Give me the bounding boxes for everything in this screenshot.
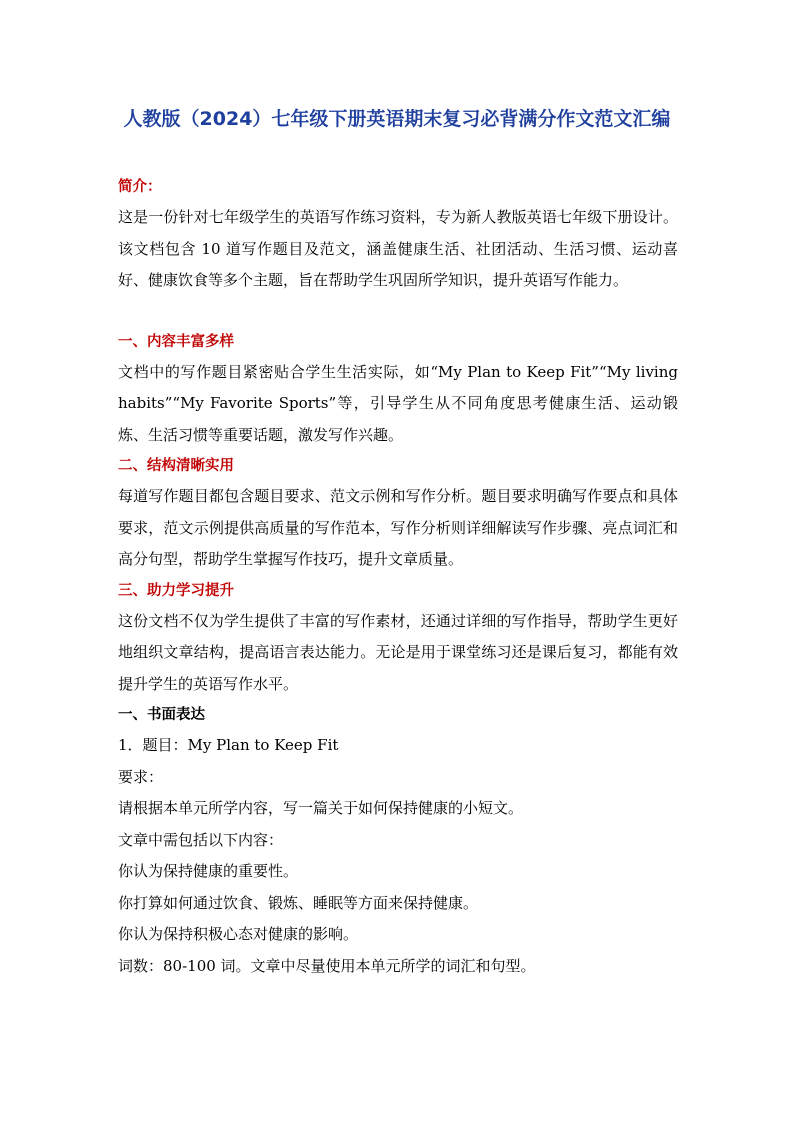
requirement-line: 文章中需包括以下内容： xyxy=(118,830,284,849)
section-heading-structure: 二、结构清晰实用 xyxy=(118,458,234,474)
intro-heading: 简介： xyxy=(118,179,162,195)
requirement-line: 请根据本单元所学内容，写一篇关于如何保持健康的小短文。 xyxy=(118,799,524,817)
section-paragraph-structure: 每道写作题目都包含题目要求、范文示例和写作分析。题目要求明确写作要点和具体要求，范文示例提供高质量的写作范本，写作分析则详细解读写作步骤、亮点词汇和高分句型，帮助学生掌握写作技巧，提升文章质量。 xyxy=(118,487,678,568)
document-title: 人教版（2024）七年级下册英语期末复习必背满分作文范文汇编 xyxy=(123,108,671,130)
section-paragraph-content: 文档中的写作题目紧密贴合学生生活实际，如“My Plan to Keep Fit”“My living habits”“My Favorite Sports”等，引导学生从不同角度思考健康生活、运动锻炼、生活习惯等重要话题，激发写作兴趣。 xyxy=(118,362,678,444)
intro-paragraph: 这是一份针对七年级学生的英语写作练习资料，专为新人教版英语七年级下册设计。该文档包含 10 道写作题目及范文，涵盖健康生活、社团活动、生活习惯、运动喜好、健康饮食等多个主题，旨在帮助学生巩固所学知识，提升英语写作能力。 xyxy=(118,208,678,289)
requirement-line: 你认为保持健康的重要性。 xyxy=(118,862,299,880)
writing-part-heading: 一、书面表达 xyxy=(118,707,205,723)
section-heading-content: 一、内容丰富多样 xyxy=(118,333,234,350)
requirements-label: 要求： xyxy=(118,767,164,786)
requirement-line: 你认为保持积极心态对健康的影响。 xyxy=(118,925,359,943)
requirement-line: 你打算如何通过饮食、锻炼、睡眠等方面来保持健康。 xyxy=(118,893,479,912)
word-count-line: 词数：80-100 词。文章中尽量使用本单元所学的词汇和句型。 xyxy=(118,956,536,975)
spacer xyxy=(118,297,678,327)
section-paragraph-improvement: 这份文档不仅为学生提供了丰富的写作素材，还通过详细的写作指导，帮助学生更好地组织文章结构，提高语言表达能力。无论是用于课堂练习还是课后复习，都能有效提升学生的英语写作水平。 xyxy=(118,611,678,693)
document-body xyxy=(118,172,678,982)
question-title: 1．题目：My Plan to Keep Fit xyxy=(118,736,339,754)
section-heading-improvement: 三、助力学习提升 xyxy=(118,582,234,599)
